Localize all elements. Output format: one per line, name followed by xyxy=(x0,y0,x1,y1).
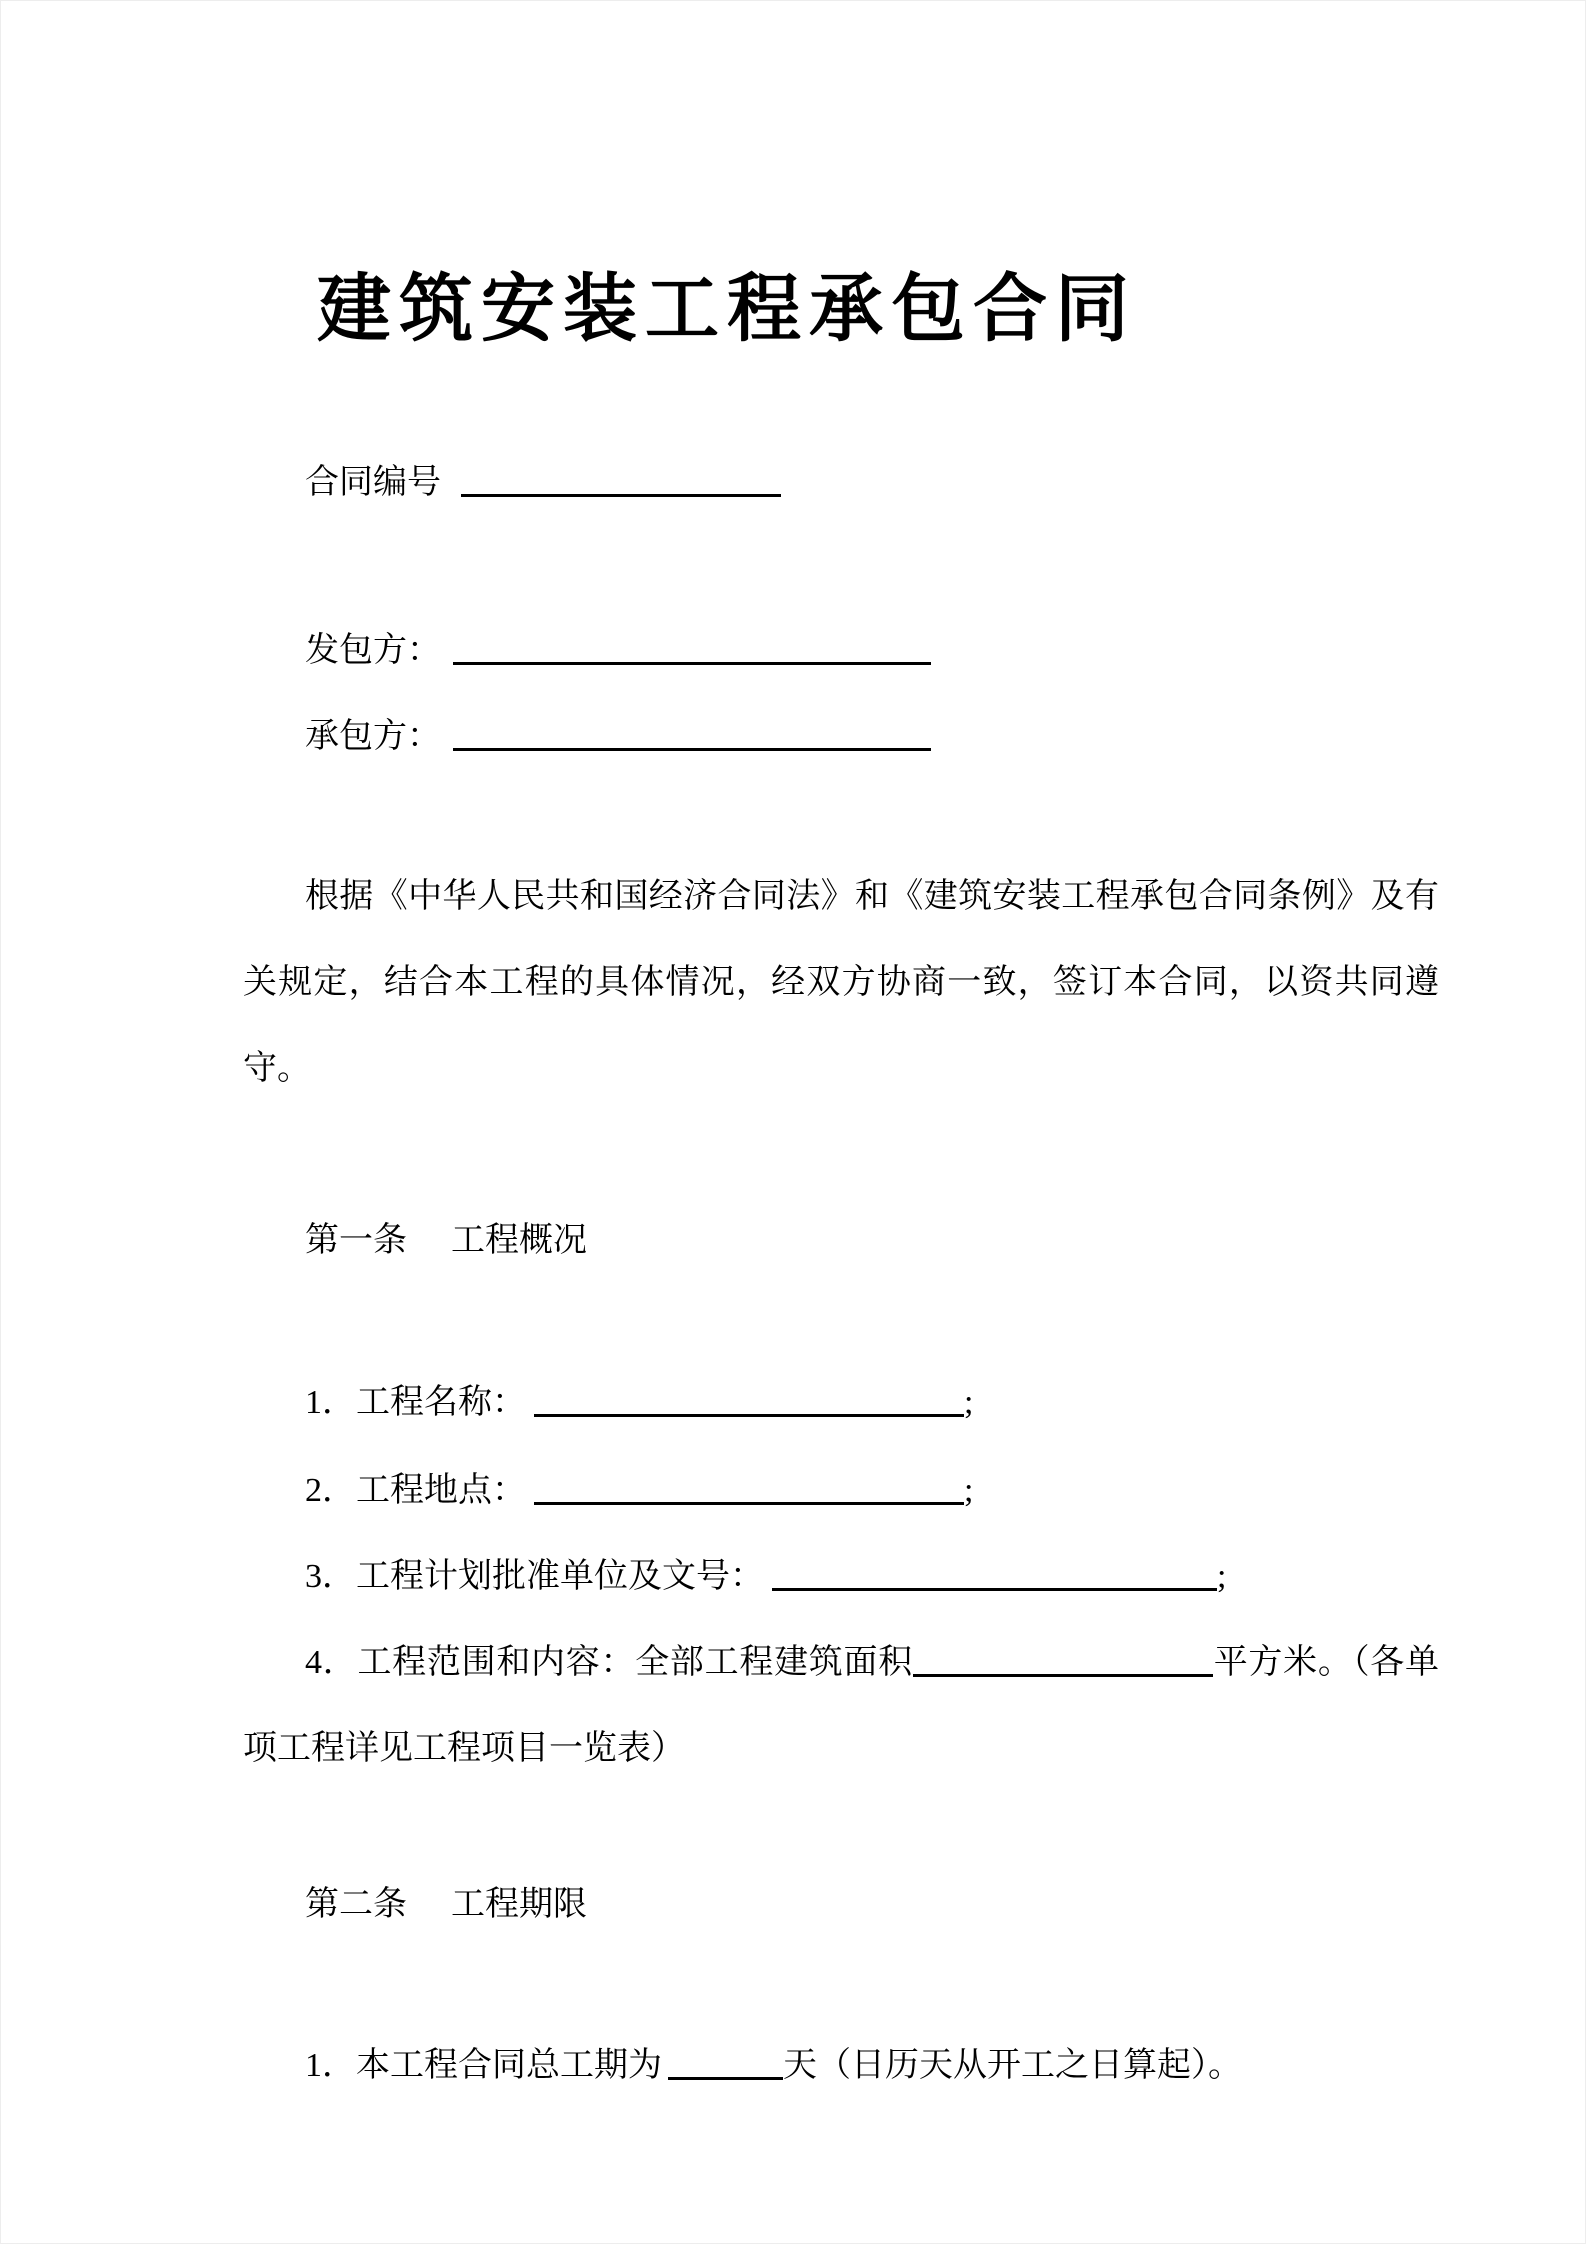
duration-label: 1．本工程合同总工期为 xyxy=(305,2047,662,2084)
item-1-label: 1．工程名称： xyxy=(305,1384,526,1421)
item-1-suffix: ; xyxy=(964,1384,974,1421)
item-2-suffix: ; xyxy=(964,1472,974,1509)
duration-days-blank[interactable] xyxy=(668,2071,783,2080)
item-2-label: 2．工程地点： xyxy=(305,1472,526,1509)
item-4-suffix: 平方米。（各单项工程详见工程项目一览表） xyxy=(243,1644,1440,1767)
section-1-item-2 xyxy=(243,1448,1439,1534)
section-1-number: 第一条 xyxy=(305,1222,407,1259)
section-2-title: 工程期限 xyxy=(451,1886,587,1923)
section-2-item-1 xyxy=(243,2023,1439,2109)
preamble-paragraph: 根据《中华人民共和国经济合同法》和《建筑安装工程承包合同条例》及有关规定，结合本工程的具体情况，经双方协商一致，签订本合同，以资共同遵守。 xyxy=(243,878,1439,1087)
party-b-line xyxy=(243,694,1439,780)
document-title: 建筑安装工程承包合同 xyxy=(317,269,1137,351)
approval-doc-blank[interactable] xyxy=(772,1582,1217,1591)
project-location-blank[interactable] xyxy=(534,1496,964,1505)
section-1-heading xyxy=(243,1198,1439,1284)
party-b-blank[interactable] xyxy=(453,742,931,751)
section-1-item-3 xyxy=(243,1534,1439,1620)
building-area-blank[interactable] xyxy=(913,1668,1213,1677)
party-b-label: 承包方： xyxy=(305,718,441,755)
party-a-label: 发包方： xyxy=(305,632,441,669)
party-a-line xyxy=(243,608,1439,694)
project-name-blank[interactable] xyxy=(534,1408,964,1417)
item-4-label: 4．工程范围和内容：全部工程建筑面积 xyxy=(305,1644,913,1681)
section-1-item-1 xyxy=(243,1360,1439,1446)
section-2-heading xyxy=(243,1862,1439,1948)
section-1-title: 工程概况 xyxy=(451,1222,587,1259)
contract-number-line xyxy=(243,440,1439,526)
item-3-label: 3．工程计划批准单位及文号： xyxy=(305,1558,764,1595)
item-3-suffix: ; xyxy=(1217,1558,1227,1595)
section-1-item-4 xyxy=(243,1620,1439,1792)
section-2-number: 第二条 xyxy=(305,1886,407,1923)
duration-suffix: 天（日历天从开工之日算起）。 xyxy=(783,2047,1242,2084)
party-a-blank[interactable] xyxy=(453,656,931,665)
contract-number-blank[interactable] xyxy=(461,488,781,497)
contract-number-label: 合同编号 xyxy=(305,464,441,501)
